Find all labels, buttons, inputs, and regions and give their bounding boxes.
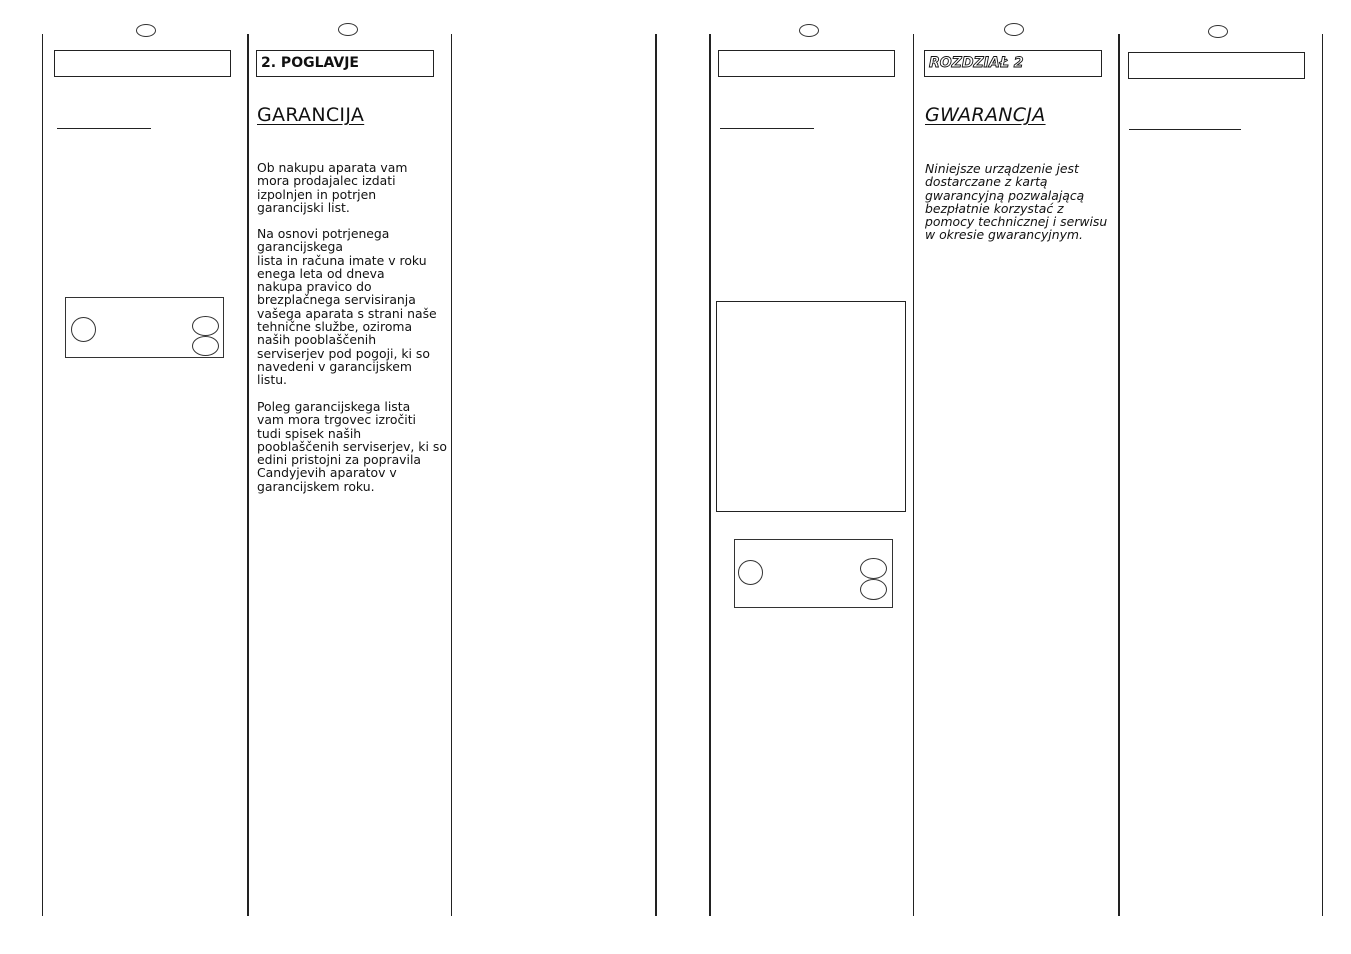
column-rule xyxy=(709,34,711,916)
column-rule xyxy=(1118,34,1120,916)
chapter-header-box xyxy=(256,50,434,77)
column-rule xyxy=(655,34,657,916)
chapter-header-box xyxy=(924,50,1102,77)
body-paragraph: Ob nakupu aparata vam mora prodajalec izdati izpolnjen in potrjen garancijski list. xyxy=(257,160,408,215)
column-rule xyxy=(913,34,914,916)
body-paragraph: Niniejsze urządzenie jest dostarczane z kartą gwarancyjną pozwalającą bezpłatnie korzystać z pomocy technicznej i serwisu w okresie gwarancyjnym. xyxy=(925,161,1108,243)
control-panel-diagram xyxy=(734,539,893,608)
button-top-icon xyxy=(860,558,887,579)
chapter-header-label: ROZDZIAŁ 2 xyxy=(929,55,1024,71)
language-badge-oval xyxy=(799,24,819,37)
button-top-icon xyxy=(192,316,219,336)
dial-knob-icon xyxy=(71,317,96,342)
button-bottom-icon xyxy=(192,336,219,356)
chapter-header-label: 2. POGLAVJE xyxy=(261,55,359,71)
title-underline-stub xyxy=(57,128,151,129)
body-paragraph: Na osnovi potrjenega garancijskega lista in računa imate v roku enega leta od dneva nakupa pravico do brezplačnega servisiranja vašega aparata s strani naše tehnične službe, oziroma naših pooblaščenih serviserjev pod pogoji, ki so navedeni v garancijskem listu. xyxy=(257,226,437,388)
column-rule xyxy=(451,34,452,916)
language-badge-oval xyxy=(136,24,156,37)
chapter-header-box-empty xyxy=(54,50,231,77)
body-paragraph: Poleg garancijskega lista vam mora trgovec izročiti tudi spisek naših pooblaščenih serviserjev, ki so edini pristojni za popravila Candyjevih aparatov v garancijskem roku. xyxy=(257,399,447,494)
language-badge-oval xyxy=(1004,23,1024,36)
empty-content-frame xyxy=(716,301,906,512)
title-underline-stub xyxy=(720,128,814,129)
column-rule xyxy=(1322,34,1323,916)
language-badge-oval xyxy=(338,23,358,36)
title-underline-stub xyxy=(1129,129,1241,130)
control-panel-diagram xyxy=(65,297,224,358)
language-badge-oval xyxy=(1208,25,1228,38)
column-rule xyxy=(42,34,43,916)
chapter-header-box-empty xyxy=(718,50,895,77)
chapter-header-box-empty xyxy=(1128,52,1305,79)
section-title: GARANCIJA xyxy=(257,104,365,126)
column-rule xyxy=(247,34,249,916)
button-bottom-icon xyxy=(860,579,887,600)
dial-knob-icon xyxy=(738,560,763,585)
section-title: GWARANCJA xyxy=(925,104,1046,126)
